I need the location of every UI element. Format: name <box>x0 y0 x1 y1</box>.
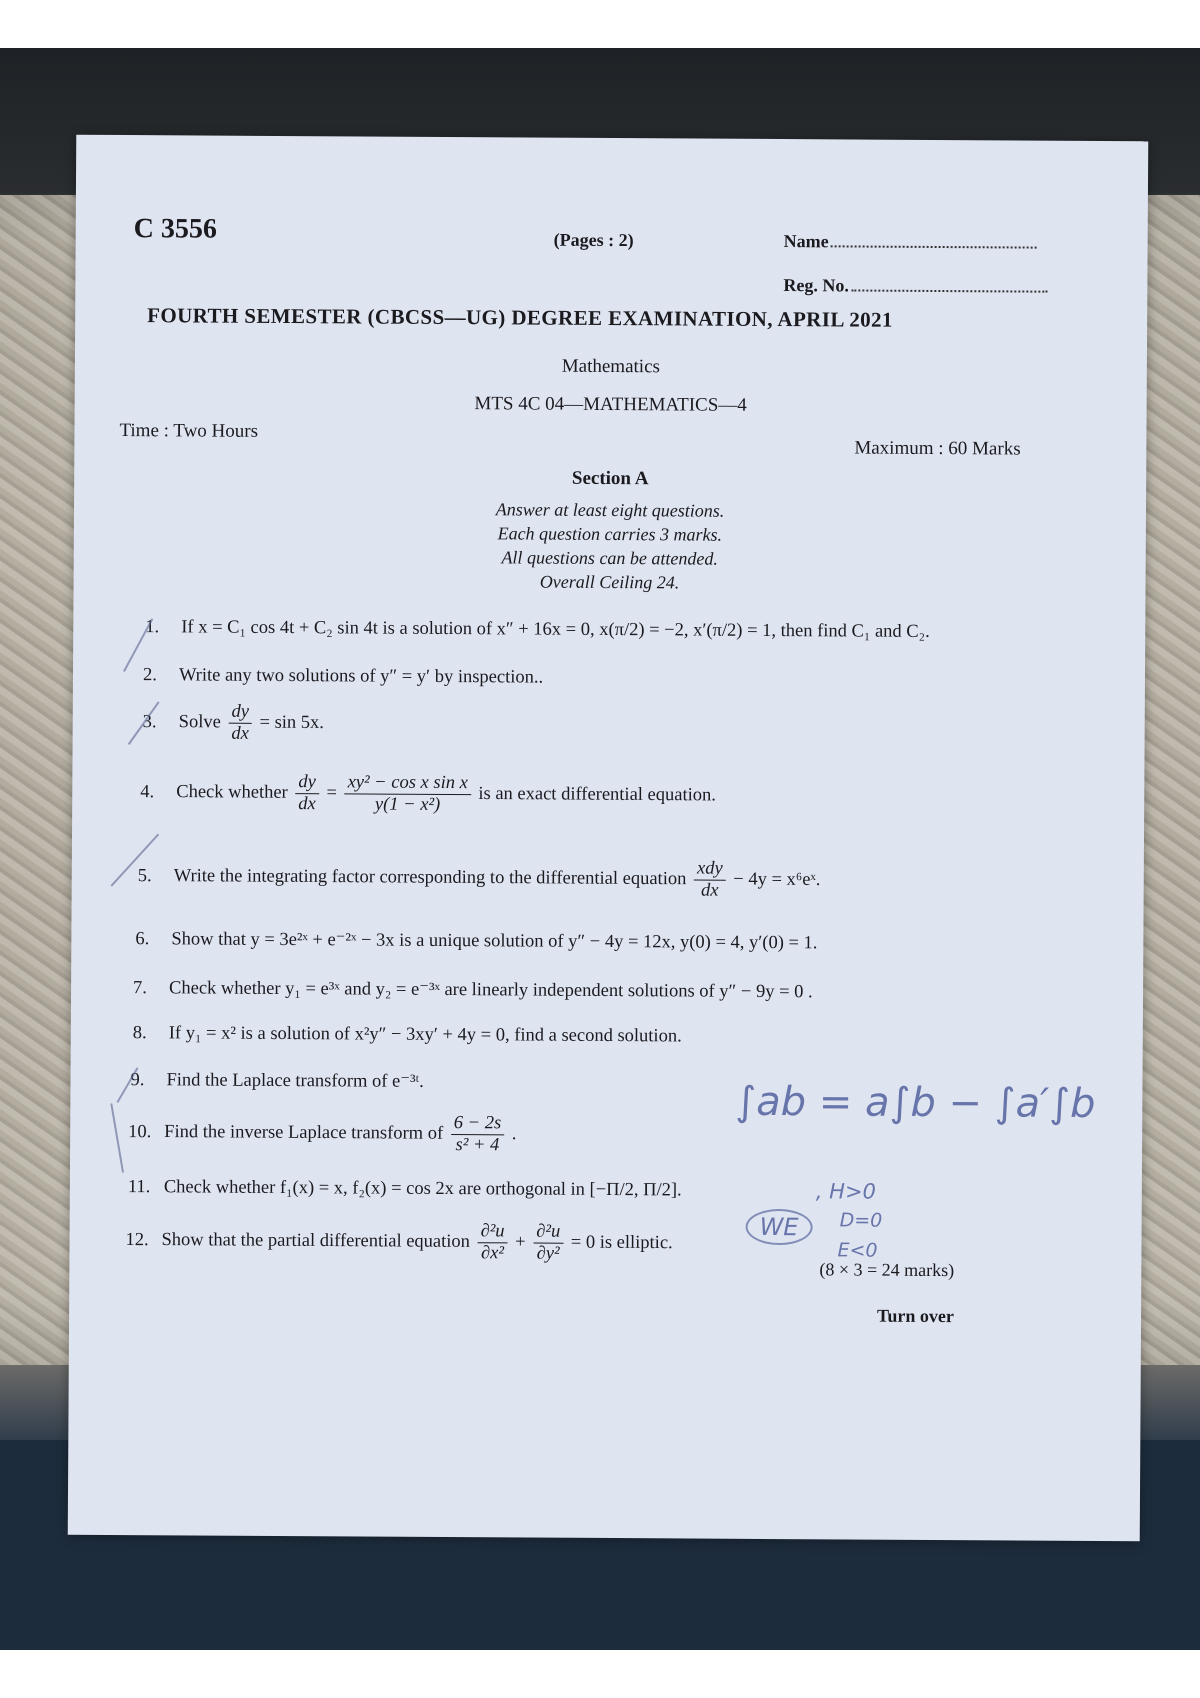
question-text: − 4y = x⁶eˣ. <box>733 869 821 891</box>
fraction-denominator: s² + 4 <box>455 1135 500 1156</box>
fraction-numerator: ∂²u <box>478 1221 508 1243</box>
question-text: Check whether f₁(x) = x, f₂(x) = cos 2x are orthogonal in [−Π/2, Π/2]. <box>163 1177 682 1201</box>
question-8 <box>133 1023 682 1047</box>
fraction-denominator: ∂x² <box>480 1243 504 1264</box>
page-count: (Pages : 2) <box>553 229 634 251</box>
section-marks: (8 × 3 = 24 marks) <box>819 1259 955 1281</box>
question-number: 10. <box>128 1121 152 1142</box>
fraction-numerator: dy <box>295 772 319 794</box>
paper-code: C 3556 <box>133 213 218 245</box>
fraction-numerator: xy² − cos x sin x <box>345 772 471 795</box>
question-text: Solve <box>178 712 221 733</box>
fraction-denominator: ∂y² <box>536 1243 560 1264</box>
handwritten-formula: ∫ab = a∫b − ∫a′∫b <box>735 1078 1096 1127</box>
max-marks: Maximum : 60 Marks <box>854 437 1021 460</box>
question-text: Check whether <box>176 782 288 803</box>
question-number: 12. <box>125 1229 149 1250</box>
question-3 <box>143 701 325 745</box>
question-text: Show that the partial differential equation <box>161 1230 471 1252</box>
question-text: = sin 5x. <box>259 712 325 734</box>
question-number: 9. <box>130 1070 145 1091</box>
question-9 <box>130 1069 423 1093</box>
question-1 <box>145 617 930 643</box>
question-2 <box>143 665 543 688</box>
question-number: 1. <box>145 617 160 638</box>
handwritten-note: D=0 <box>839 1209 883 1232</box>
paper-title: MTS 4C 04—MATHEMATICS—4 <box>474 393 747 416</box>
fraction <box>295 772 319 815</box>
fraction <box>533 1222 563 1265</box>
handwritten-note: E<0 <box>837 1239 878 1262</box>
plus-sign: + <box>515 1232 526 1253</box>
question-number: 4. <box>140 781 155 802</box>
question-text: Find the inverse Laplace transform of <box>164 1122 444 1144</box>
section-title: Section A <box>571 467 649 490</box>
question-number: 7. <box>133 978 148 999</box>
reg-dots <box>851 289 1047 292</box>
question-4 <box>140 771 716 818</box>
question-text: Check whether y₁ = e³ˣ and y₂ = e⁻³ˣ are linearly independent solutions of y″ − 9y = 0 . <box>169 978 813 1003</box>
equals-sign: = <box>326 783 337 804</box>
question-text: If y₁ = x² is a solution of x²y″ − 3xy′ + 4y = 0, find a second solution. <box>168 1023 682 1047</box>
pen-tick-mark <box>110 1103 124 1172</box>
exam-title: FOURTH SEMESTER (CBCSS—UG) DEGREE EXAMINATION, APRIL 2021 <box>147 303 893 332</box>
fraction-denominator: y(1 − x²) <box>374 794 441 815</box>
question-number: 8. <box>132 1023 147 1044</box>
instruction-line: All questions can be attended. <box>501 547 719 569</box>
subject: Mathematics <box>561 355 661 378</box>
question-number: 5. <box>137 865 152 886</box>
question-text: . <box>511 1124 517 1145</box>
question-number: 6. <box>135 929 150 950</box>
question-text: Find the Laplace transform of e⁻³ᵗ. <box>166 1070 424 1092</box>
fraction-denominator: dx <box>298 794 316 815</box>
fraction <box>228 702 252 745</box>
fraction-numerator: ∂²u <box>533 1222 563 1244</box>
handwritten-note: , H>0 <box>815 1179 877 1204</box>
reg-label: Reg. No. <box>783 275 849 296</box>
pen-tick-mark <box>123 618 153 672</box>
fraction <box>477 1221 507 1264</box>
question-5 <box>138 855 821 902</box>
question-number: 2. <box>142 665 157 686</box>
question-7 <box>133 977 813 1003</box>
fraction <box>451 1113 505 1156</box>
instruction-line: Overall Ceiling 24. <box>539 571 680 593</box>
exam-time: Time : Two Hours <box>119 420 259 442</box>
question-11 <box>128 1177 682 1201</box>
instruction-line: Each question carries 3 marks. <box>497 523 723 545</box>
name-label: Name <box>783 231 829 252</box>
reg-field <box>783 275 1047 298</box>
question-10 <box>128 1111 517 1156</box>
name-dots <box>831 245 1037 248</box>
turn-over: Turn over <box>877 1305 954 1327</box>
handwritten-note: WE <box>746 1209 813 1245</box>
fraction <box>344 772 471 816</box>
fraction-denominator: dx <box>700 880 719 901</box>
question-6 <box>135 928 817 954</box>
question-text: = 0 is elliptic. <box>570 1232 673 1254</box>
fraction <box>694 859 726 902</box>
name-field <box>784 231 1037 254</box>
question-text: If x = C₁ cos 4t + C₂ sin 4t is a solution of x″ + 16x = 0, x(π/2) = −2, x′(π/2) = 1, then find C₁ and C₂. <box>181 617 930 642</box>
fraction-numerator: dy <box>228 702 252 724</box>
exam-paper <box>68 135 1149 1542</box>
fraction-numerator: xdy <box>694 859 726 881</box>
question-12 <box>125 1219 672 1265</box>
question-text: Show that y = 3e²ˣ + e⁻²ˣ − 3x is a unique solution of y″ − 4y = 12x, y(0) = 4, y′(0) = 1. <box>171 929 818 954</box>
question-number: 11. <box>127 1177 151 1198</box>
question-number: 3. <box>142 711 157 732</box>
instruction-line: Answer at least eight questions. <box>495 499 725 521</box>
question-text: Write any two solutions of y″ = y′ by inspection.. <box>178 665 544 688</box>
fraction-numerator: 6 − 2s <box>451 1113 505 1135</box>
fraction-denominator: dx <box>231 723 249 744</box>
question-text: is an exact differential equation. <box>478 783 716 806</box>
question-text: Write the integrating factor corresponding to the differential equation <box>173 866 687 890</box>
